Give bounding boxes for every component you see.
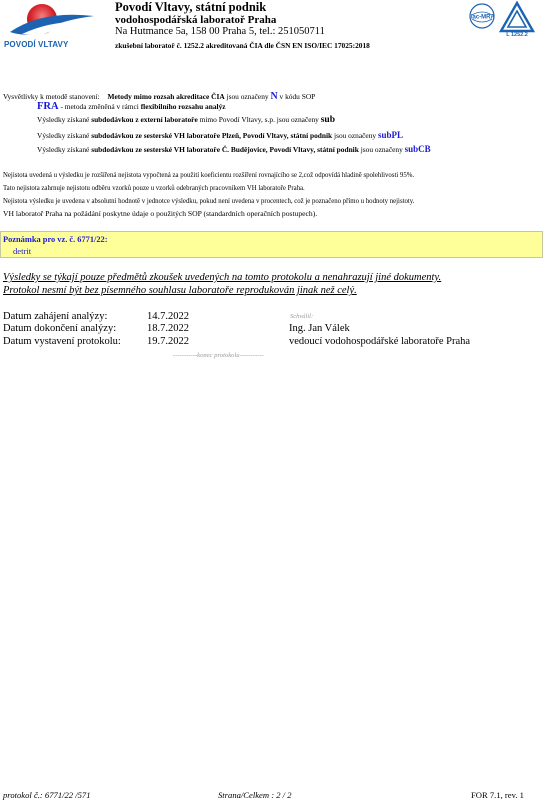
form-revision: FOR 7.1, rev. 1 <box>471 790 524 800</box>
explanation-text: Výsledky získané <box>37 131 92 140</box>
analysis-end-label: Datum dokončení analýzy: <box>3 323 117 334</box>
laboratory-name: vodohospodářská laboratoř Praha <box>115 13 277 26</box>
budejovice-subcontract-text: subdodávkou ze sesterské VH laboratoře Č. Budějovice, Povodí Vltavy, státní podnik <box>91 145 359 154</box>
uncertainty-note: Tato nejistota zahrnuje nejistotu odběru vzorků pouze u vzorků odebraných pracovníkem VH laboratoře Praha. <box>3 185 305 192</box>
laboratory-address: Na Hutmance 5a, 158 00 Praha 5, tel.: 251050711 <box>115 26 325 37</box>
subpl-explanation-line <box>37 130 403 140</box>
code-sub: sub <box>320 115 335 125</box>
disclaimer-line: Výsledky se týkají pouze předmětů zkoušek uvedených na tomto protokolu a nenahrazují jiné dokumenty. <box>3 272 442 283</box>
explanation-text: Výsledky získané <box>37 145 92 154</box>
logo-wordmark: POVODÍ VLTAVY <box>4 40 69 49</box>
code-n: N <box>270 91 278 102</box>
letterhead <box>115 1 370 52</box>
explanation-text: v kódu SOP <box>277 92 316 101</box>
svg-text:ilac-MRA: ilac-MRA <box>469 14 495 21</box>
end-of-protocol-marker: -----------konec protokolu----------- <box>173 352 264 359</box>
protocol-issue-date: 19.7.2022 <box>147 336 189 347</box>
code-subpl: subPL <box>377 130 403 140</box>
explanation-text: - metoda změněná v rámci <box>58 102 141 111</box>
protocol-issue-label: Datum vystavení protokolu: <box>3 336 121 347</box>
accreditation-statement: zkušební laboratoř č. 1252.2 akreditovaná ČIA dle ČSN EN ISO/IEC 17025:2018 <box>115 40 370 50</box>
subcb-explanation-line <box>37 144 431 154</box>
analysis-end-date: 18.7.2022 <box>147 323 189 334</box>
svg-text:L 1252.2: L 1252.2 <box>506 32 528 37</box>
uncertainty-note: Nejistota výsledku je uvedena v absolutní hodnotě v jednotce výsledku, pokud není uvedena v procentech, což je poznačeno přímo u hodnoty nejistoty. <box>3 198 415 205</box>
explanation-text: mimo Povodí Vltavy, s.p. jsou označeny <box>197 115 321 124</box>
explanation-text: jsou označeny <box>224 92 271 101</box>
explanation-text: Výsledky získané <box>37 115 92 124</box>
code-subcb: subCB <box>404 144 431 154</box>
sop-note: VH laboratoř Praha na požádání poskytne údaje o použitých SOP (standardních operačních postupech). <box>3 209 318 218</box>
explanation-text: jsou označeny <box>358 145 405 154</box>
page-counter: Strana/Celkem : 2 / 2 <box>218 790 292 800</box>
analysis-start-label: Datum zahájení analýzy: <box>3 311 108 322</box>
protocol-number: protokol č.: 6771/22 /571 <box>3 790 91 800</box>
disclaimer-line: Protokol nesmí být bez písemného souhlasu laboratoře reprodukován jinak než celý. <box>3 285 357 296</box>
fra-explanation-line <box>37 101 226 112</box>
ilac-mra-logo <box>466 3 498 29</box>
sample-note-title: Poznámka pro vz. č. 6771/22: <box>3 235 108 244</box>
cai-accreditation-logo <box>498 1 536 37</box>
code-fra: FRA <box>37 101 59 112</box>
sub-explanation-line <box>37 115 335 125</box>
uncertainty-note: Nejistota uvedená u výsledku je rozšířená nejistota vypočtená za použití koeficientu rozšíření rovnajícího se 2,což odpovídá hladině spolehlivosti 95%. <box>3 172 415 179</box>
sample-note-text: detrit <box>13 246 32 256</box>
plzen-subcontract-text: subdodávkou ze sesterské VH laboratoře Plzeň, Povodí Vltavy, státní podnik <box>91 131 333 140</box>
approved-by-label: Schválil: <box>290 313 314 320</box>
organization-name: Povodí Vltavy, státní podnik <box>115 0 267 14</box>
approver-name: Ing. Jan Válek <box>289 323 350 334</box>
explanation-label: Vysvětlivky k metodě stanovení: <box>3 92 100 101</box>
analysis-start-date: 14.7.2022 <box>147 311 189 322</box>
flexible-scope-text: flexibilního rozsahu analýz <box>140 102 226 111</box>
non-accredited-methods-text: Metody mimo rozsah akreditace ČIA <box>107 92 225 101</box>
external-subcontract-text: subdodávkou z externí laboratoře <box>91 115 198 124</box>
explanation-text: jsou označeny <box>332 131 378 140</box>
approver-role: vedoucí vodohospodářské laboratoře Praha <box>289 336 471 347</box>
